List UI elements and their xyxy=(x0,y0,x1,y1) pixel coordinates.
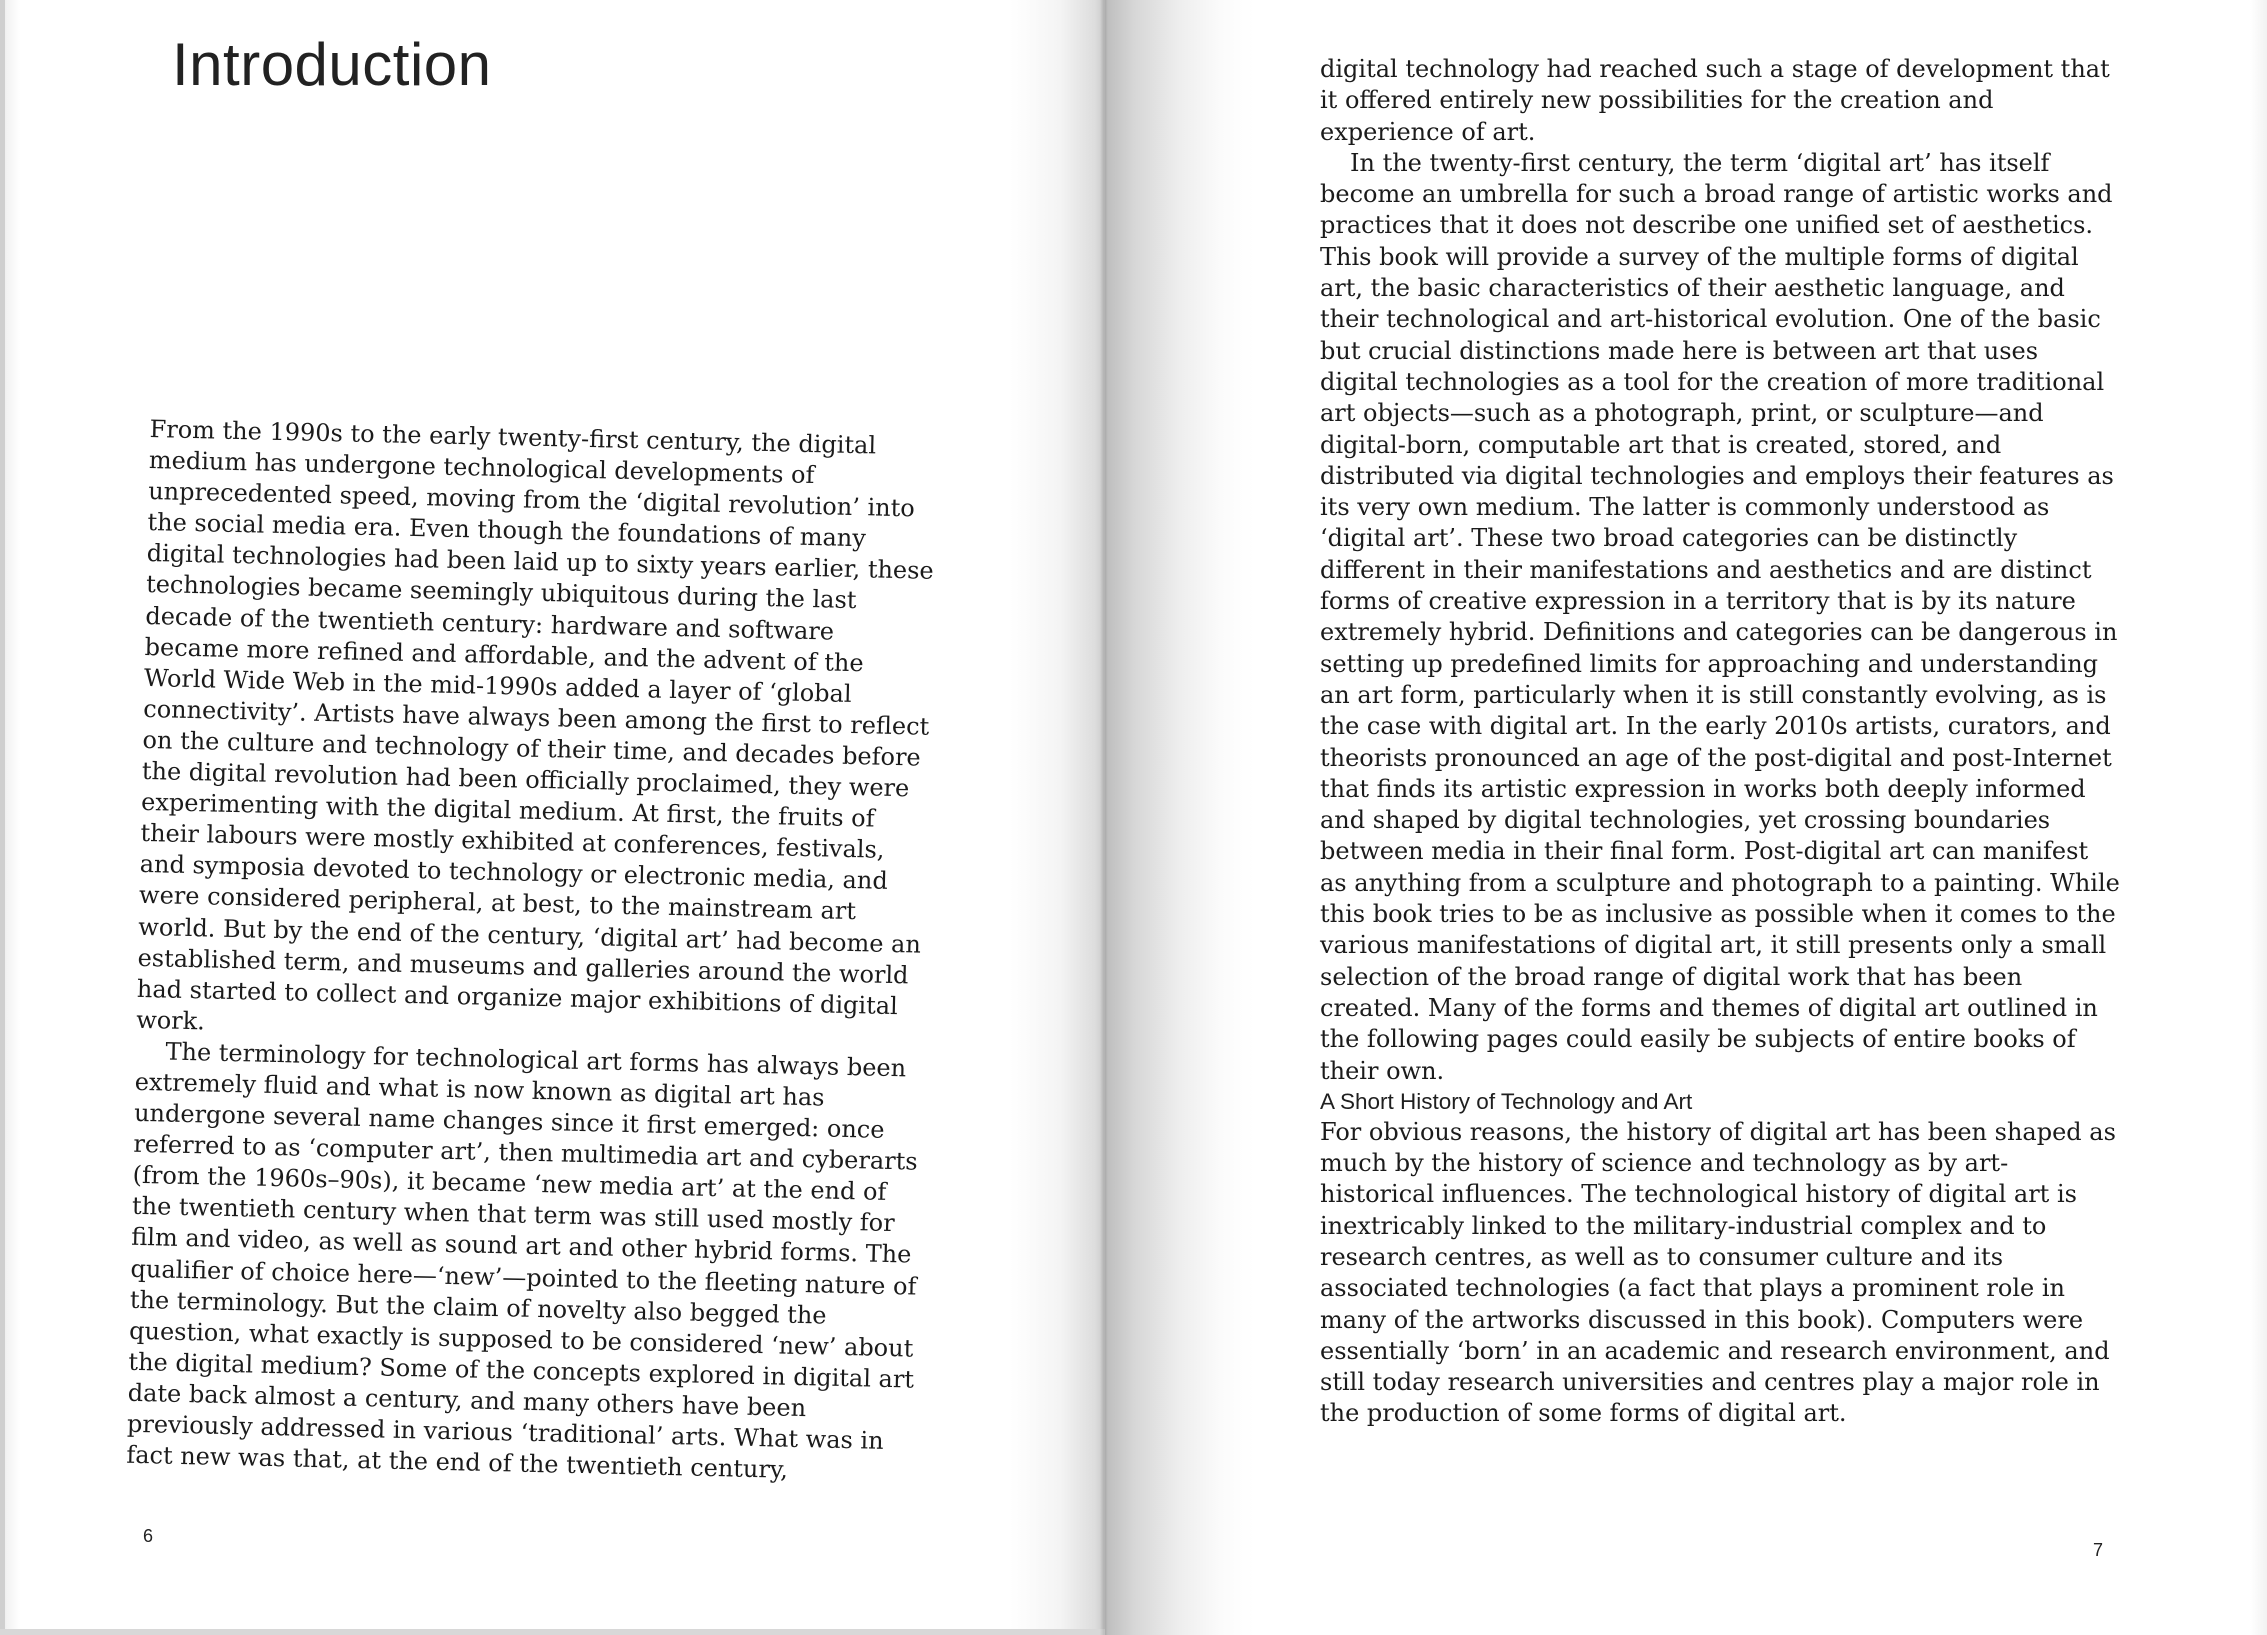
page-bottom-edge xyxy=(0,1629,1105,1635)
page-number-left: 6 xyxy=(143,1526,154,1546)
continued-paragraph: digital technology had reached such a stage of development that it offered entirely new possibilities for the creation and experience of art. xyxy=(1320,55,2110,146)
umbrella-paragraph: In the twenty-first century, the term ‘digital art’ has itself become an umbrella for such a broad range of artistic works and practices that it does not describe one unified set of aesthetics. This book will provide a survey of the multiple forms of digital art, the basic characteristics of their aesthetic language, and their technological and art-historical evolution. One of the basic but crucial distinctions made here is between art that uses digital technologies as a tool for the creation of more traditional art objects—such as a photograph, print, or sculpture—and digital-born, computable art that is created, stored, and distributed via digital technologies and employs their features as its very own medium. The latter is commonly understood as ‘digital art’. These two broad categories can be distinctly different in their manifestations and aesthetics and are distinct forms of creative expression in a territory that is by its nature extremely hybrid. Definitions and categories can be dangerous in setting up predefined limits for approaching and understanding an art form, particularly when it is still constantly evolving, as is the case with digital art. In the early 2010s artists, curators, and theorists pronounced an age of the post-digital and post-Internet that finds its artistic expression in works both deeply informed and shaped by digital technologies, yet crossing boundaries between media in their final form. Post-digital art can manifest as anything from a sculpture and photograph to a painting. While this book tries to be as inclusive as possible when it comes to the various manifestations of digital art, it still presents only a small selection of the broad range of digital work that has been created. Many of the forms and themes of digital art outlined in the following pages could easily be subjects of entire books of their own. xyxy=(1320,148,2120,1085)
page-edge-shadow xyxy=(0,0,5,1635)
section-heading: A Short History of Technology and Art xyxy=(1320,1088,1693,1114)
book-gutter xyxy=(1100,0,1108,1635)
chapter-title: Introduction xyxy=(172,31,492,98)
history-paragraph: For obvious reasons, the history of digital art has been shaped as much by the history of science and technology as by art-historical influences. The technological history of digital art is inextricably linked to the military-industrial complex and to research centres, as well as to consumer culture and its associated technologies (a fact that plays a prominent role in many of the artworks discussed in this book). Computers were essentially ‘born’ in an academic and research environment, and still today research universities and centres play a major role in the production of some forms of digital art. xyxy=(1320,1117,2116,1428)
page-number-right: 7 xyxy=(2093,1540,2104,1560)
intro-paragraph: From the 1990s to the early twenty-first century, the digital medium has undergone technological developments of unprecedented speed, moving from the ‘digital revolution’ into the social media era. Even though the foundations of many digital technologies had been laid up to sixty years earlier, these technologies became seemingly ubiquitous during the last decade of the twentieth century: hardware and software became more refined and affordable, and the advent of the World Wide Web in the mid-1990s added a layer of ‘global connectivity’. Artists have always been among the first to reflect on the culture and technology of their time, and decades before the digital revolution had been officially proclaimed, they were experimenting with the digital medium. At first, the fruits of their labours were mostly exhibited at conferences, festivals, and symposia devoted to technology or electronic media, and were considered peripheral, at best, to the mainstream art world. But by the end of the century, ‘digital art’ had become an established term, and museums and galleries around the world had started to collect and organize major exhibitions of digital work. xyxy=(135,414,934,1036)
left-body-text xyxy=(126,414,940,1489)
right-body-text xyxy=(1320,54,2120,1430)
terminology-paragraph: The terminology for technological art forms has always been extremely fluid and what is now known as digital art has undergone several name changes since it first emerged: once referred to as ‘computer art’, then multimedia art and cyberarts (from the 1960s–90s), it became ‘new media art’ at the end of the twentieth century when that term was still used mostly for film and video, as well as sound art and other hybrid forms. The qualifier of choice here—‘new’—pointed to the fleeting nature of the terminology. But the claim of novelty also begged the question, what exactly is supposed to be considered ‘new’ about the digital medium? Some of the concepts explored in digital art date back almost a century, and many others have been previously addressed in various ‘traditional’ arts. What was in fact new was that, at the end of the twentieth century, xyxy=(126,1037,918,1484)
